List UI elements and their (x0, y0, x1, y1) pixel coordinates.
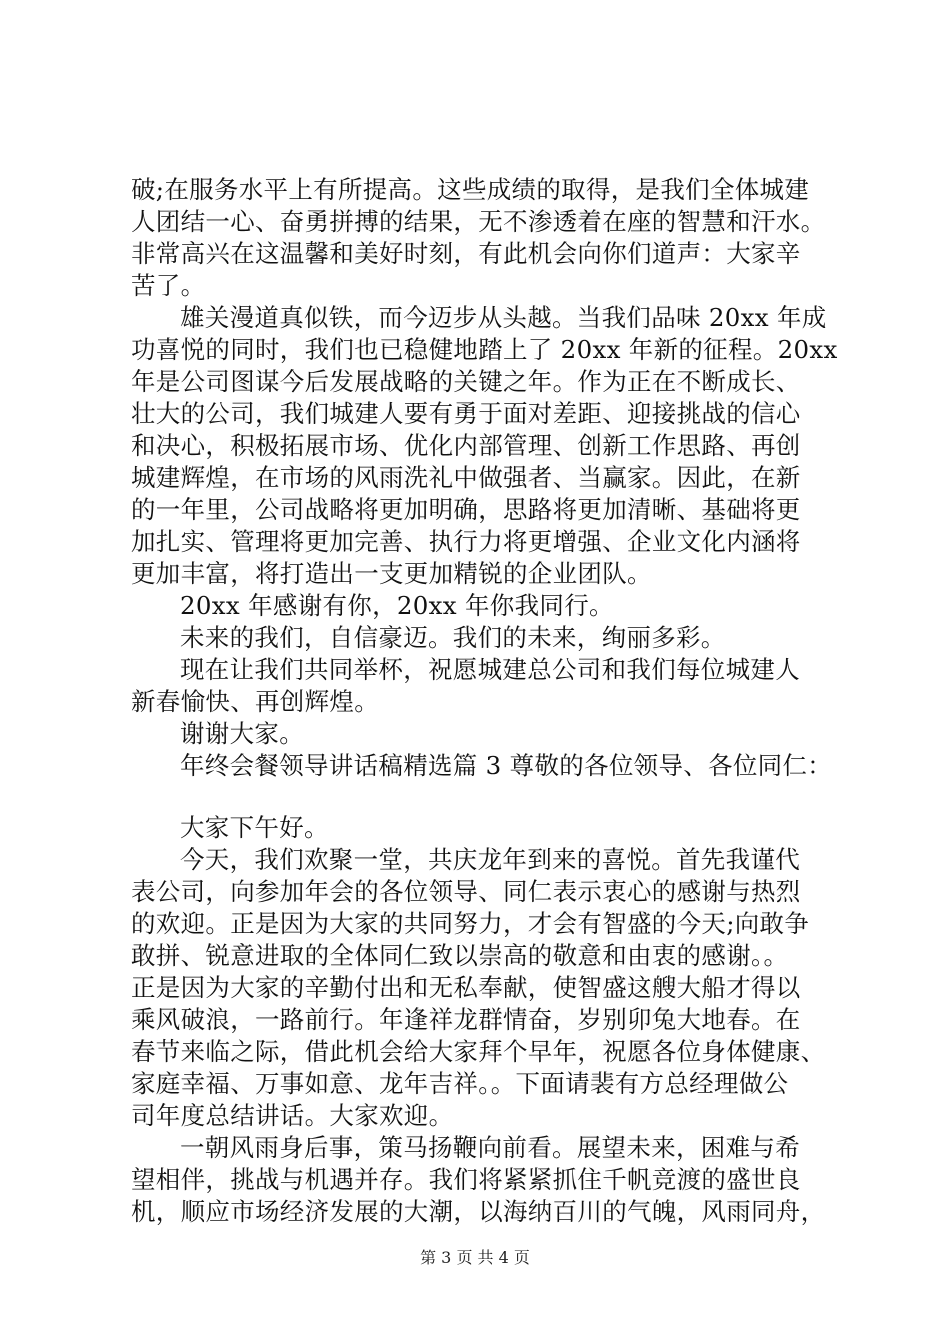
body-text-line: 未来的我们，自信豪迈。我们的未来，绚丽多彩。 (180, 623, 726, 652)
body-text-line: 的欢迎。正是因为大家的共同努力，才会有智盛的今天;向敢争 (131, 909, 810, 938)
body-text-line: 表公司，向参加年会的各位领导、同仁表示衷心的感谢与热烈 (131, 877, 801, 906)
body-text-line: 现在让我们共同举杯，祝愿城建总公司和我们每位城建人 (180, 655, 800, 684)
body-text-line: 一朝风雨身后事，策马扬鞭向前看。展望未来，困难与希 (180, 1133, 800, 1162)
body-text-line: 更加丰富，将打造出一支更加精锐的企业团队。 (131, 559, 652, 588)
body-text-line: 敢拼、锐意进取的全体同仁致以崇高的敬意和由衷的感谢。。 (131, 941, 789, 970)
body-text-line: 城建辉煌，在市场的风雨洗礼中做强者、当赢家。因此，在新 (131, 463, 801, 492)
body-text-line: 正是因为大家的辛勤付出和无私奉献，使智盛这艘大船才得以 (131, 973, 801, 1002)
body-text-line: 年是公司图谋今后发展战略的关键之年。作为正在不断成长、 (131, 367, 801, 396)
body-text-line: 乘风破浪，一路前行。年逢祥龙群情奋，岁别卯兔大地春。在 (131, 1005, 801, 1034)
body-text-line: 望相伴，挑战与机遇并存。我们将紧紧抓住千帆竞渡的盛世良 (131, 1165, 801, 1194)
body-text-line: 机，顺应市场经济发展的大潮，以海纳百川的气魄，风雨同舟， (131, 1197, 826, 1226)
body-text-line: 壮大的公司，我们城建人要有勇于面对差距、迎接挑战的信心 (131, 399, 801, 428)
greeting-line: 大家下午好。 (180, 813, 329, 842)
body-text-line: 破;在服务水平上有所提高。这些成绩的取得，是我们全体城建 (131, 175, 810, 204)
body-text-line: 非常高兴在这温馨和美好时刻，有此机会向你们道声：大家辛 (131, 239, 801, 268)
body-text-line: 的一年里，公司战略将更加明确，思路将更加清晰、基础将更 (131, 495, 801, 524)
body-text-line: 春节来临之际，借此机会给大家拜个早年，祝愿各位身体健康、 (131, 1037, 826, 1066)
body-text-line: 新春愉快、再创辉煌。 (131, 687, 379, 716)
body-text-line: 功喜悦的同时，我们也已稳健地踏上了 20xx 年新的征程。20xx (131, 335, 838, 364)
body-text-line: 人团结一心、奋勇拼搏的结果，无不渗透着在座的智慧和汗水。 (131, 207, 826, 236)
body-text-line: 雄关漫道真似铁，而今迈步从头越。当我们品味 20xx 年成 (180, 303, 827, 332)
body-text-line: 和决心，积极拓展市场、优化内部管理、创新工作思路、再创 (131, 431, 801, 460)
body-text-line: 苦了。 (131, 271, 206, 300)
body-text-line: 谢谢大家。 (180, 719, 304, 748)
body-text-line: 加扎实、管理将更加完善、执行力将更增强、企业文化内涵将 (131, 527, 801, 556)
body-text-line: 家庭幸福、万事如意、龙年吉祥。。下面请裴有方总经理做公 (131, 1069, 789, 1098)
body-text-line: 20xx 年感谢有你，20xx 年你我同行。 (180, 591, 614, 620)
body-text-line: 今天，我们欢聚一堂，共庆龙年到来的喜悦。首先我谨代 (180, 845, 800, 874)
section-heading-line: 年终会餐领导讲话稿精选篇 3 尊敬的各位领导、各位同仁： (180, 751, 833, 780)
page-number-footer: 第 3 页 共 4 页 (420, 1248, 530, 1267)
body-text-line: 司年度总结讲话。大家欢迎。 (131, 1101, 454, 1130)
